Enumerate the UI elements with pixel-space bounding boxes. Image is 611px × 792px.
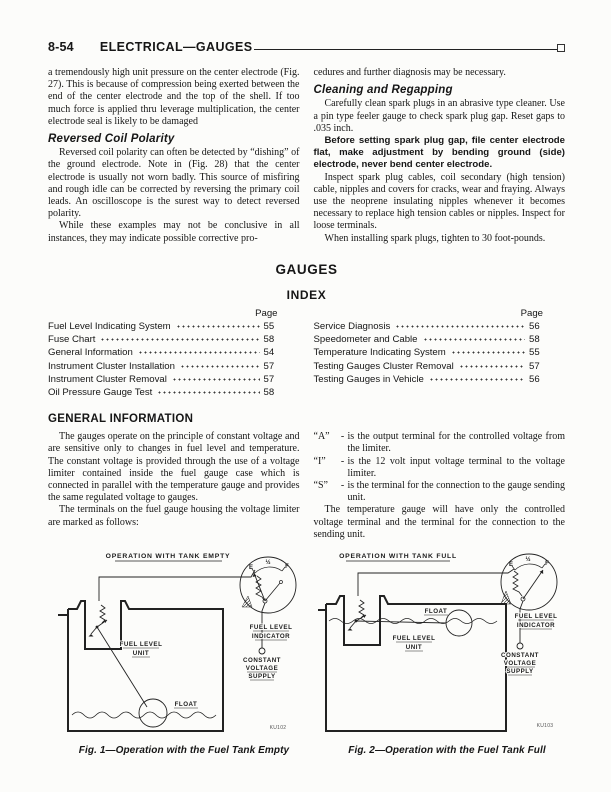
index-entry-page: 57 — [263, 373, 275, 385]
index-entry-label: Fuel Level Indicating System — [48, 321, 171, 333]
gauge-arc — [255, 567, 282, 573]
figure-code: KU103 — [536, 723, 554, 730]
index-right-column — [314, 308, 566, 399]
index-entry-label: Instrument Cluster Installation — [48, 360, 175, 372]
index-entry-page: 56 — [529, 373, 540, 385]
index-entry-page: 58 — [263, 387, 275, 399]
dot-leader — [429, 373, 525, 382]
general-information-section — [48, 431, 565, 541]
index-entry-page: 55 — [529, 347, 540, 359]
constant-voltage-supply-label: VOLTAGE — [245, 665, 279, 673]
fuel-level-unit-label: UNIT — [405, 644, 423, 652]
figure-2-tank-full — [318, 549, 576, 756]
page-column-header: Page — [520, 307, 543, 319]
float-label: FLOAT — [424, 608, 448, 616]
gauge-arm-right — [265, 583, 280, 601]
index-entry-page: 58 — [529, 334, 540, 346]
heading-cleaning-and-regapping: Cleaning and Regapping — [313, 84, 453, 97]
dot-leader — [459, 360, 525, 369]
gauge-arc — [515, 564, 542, 570]
index-entry — [314, 360, 566, 373]
dot-leader — [395, 320, 525, 329]
index-entry-label: General Information — [48, 347, 133, 359]
figure-code: KU102 — [269, 725, 287, 732]
gi-left-column — [48, 431, 300, 541]
dot-leader — [451, 346, 525, 355]
figure-title: OPERATION WITH TANK FULL — [339, 553, 457, 561]
dot-leader — [138, 346, 260, 355]
index-entry-label: Testing Gauges in Vehicle — [313, 373, 424, 385]
page-number: 8-54 — [48, 40, 74, 54]
page-column-header: Page — [255, 307, 278, 319]
dot-leader — [423, 333, 525, 342]
index-entry-label: Oil Pressure Gauge Test — [48, 387, 153, 399]
terminal-dash: - — [340, 455, 345, 467]
paragraph: The temperature gauge will have only the controlled voltage terminal and the terminal for the connection to the sending unit. — [313, 504, 565, 540]
ground-icon — [89, 634, 94, 637]
paragraph: a tremendously high unit pressure on the center electrode (Fig. 27). This is because of compression being exerted between the end of the center electrode and the top of the shell. If too much force is applied thru leverage multiplication, the center electrode seal is likely to be damaged — [48, 67, 300, 127]
wire-unit-to-gauge — [358, 569, 514, 596]
page-title: ELECTRICAL—GAUGES — [99, 40, 253, 54]
terminal-letter: “S” — [313, 480, 328, 492]
index-entry-page: 54 — [263, 347, 275, 359]
paragraph: cedures and further diagnosis may be necessary. — [313, 67, 506, 78]
figure-2-diagram — [318, 549, 576, 737]
index-title: INDEX — [286, 287, 327, 302]
heading-general-information: GENERAL INFORMATION — [48, 413, 194, 426]
constant-voltage-supply-label: VOLTAGE — [503, 660, 537, 668]
index-entry-label: Speedometer and Cable — [313, 334, 418, 346]
index-entry — [314, 346, 566, 359]
page-header — [48, 40, 565, 54]
gauge-half-label: ½ — [265, 560, 271, 567]
index-entry — [314, 373, 566, 386]
gauge-terminal-dot — [280, 581, 283, 584]
index-entry — [48, 360, 300, 373]
index-entry-page: 57 — [263, 360, 275, 372]
figure-1-diagram — [55, 549, 313, 737]
bold-note-paragraph: Before setting spark plug gap, file center electrode flat, make adjustment by bending ground (side) electrode, never bend center electrode. — [313, 135, 565, 171]
terminal-definition — [314, 456, 566, 480]
figures-row — [0, 549, 611, 756]
index-entry-label: Service Diagnosis — [313, 321, 391, 333]
wire-unit-to-gauge — [99, 570, 255, 601]
rheostat-coil — [359, 600, 364, 618]
dot-leader — [176, 320, 260, 329]
terminal-letter: “I” — [313, 455, 326, 467]
constant-voltage-supply-label: CONSTANT — [501, 652, 539, 660]
index-entry — [48, 320, 300, 333]
gauge-hatch-wedge — [501, 591, 511, 604]
fuel-level-indicator-label: INDICATOR — [516, 622, 556, 630]
index-left-column — [48, 308, 300, 399]
fuel-level-unit-label: UNIT — [132, 650, 150, 658]
index-entry-page: 57 — [529, 360, 540, 372]
index-entry-label: Testing Gauges Cluster Removal — [313, 360, 454, 372]
terminal-description: is the output terminal for the controlled voltage from the limiter. — [347, 431, 565, 455]
top-left-column — [48, 67, 300, 245]
terminal-dash: - — [340, 431, 345, 443]
paragraph: Inspect spark plug cables, coil secondary (high tension) cable, nipples and covers for cracks, wear and fraying. Always use the neoprene insulating nipples whenever it becomes necessary to replace high tension cables or nipples. Inspect for loose terminals. — [313, 171, 565, 232]
index-entry — [314, 320, 566, 333]
section-title-gauges: GAUGES — [275, 261, 338, 277]
figure-title: OPERATION WITH TANK EMPTY — [105, 553, 231, 561]
constant-voltage-supply-label: SUPPLY — [506, 668, 534, 676]
index-entry-label: Temperature Indicating System — [313, 347, 446, 359]
index-entry-page: 56 — [529, 321, 540, 333]
paragraph: When installing spark plugs, tighten to 30 foot-pounds. — [324, 232, 546, 244]
index-entry-page: 55 — [263, 321, 275, 333]
index-entry-page: 58 — [263, 334, 275, 346]
top-right-column — [314, 67, 566, 245]
gauge-needle — [254, 573, 265, 601]
paragraph: The terminals on the fuel gauge housing the voltage limiter are marked as follows: — [48, 504, 300, 528]
fuel-tank-outline — [318, 596, 506, 731]
ground-icon — [348, 628, 353, 631]
supply-terminal-circle — [517, 643, 523, 649]
constant-voltage-supply-label: SUPPLY — [248, 673, 276, 681]
index-entry — [48, 373, 300, 386]
fuel-level-indicator-label: FUEL LEVEL — [514, 613, 558, 621]
gi-right-column — [314, 431, 566, 541]
top-section — [48, 67, 565, 245]
paragraph: While these examples may not be conclusive in all instances, they may indicate possible corrective pro- — [48, 220, 300, 244]
figure-1-caption: Fig. 1—Operation with the Fuel Tank Empty — [78, 745, 290, 757]
fuel-level-wave — [72, 712, 216, 718]
figure-2-caption: Fig. 2—Operation with the Fuel Tank Full — [348, 745, 546, 757]
fuel-level-unit-label: FUEL LEVEL — [119, 641, 163, 649]
terminal-description: is the terminal for the connection to the gauge sending unit. — [347, 480, 565, 504]
figure-1-tank-empty — [55, 549, 313, 756]
rheostat-coil — [100, 605, 105, 623]
gauge-e-label: E — [508, 562, 514, 569]
paragraph: Carefully clean spark plugs in an abrasive type cleaner. Use a pin type feeler gauge to check spark plug gap. Reset gaps to .035 inch. — [313, 98, 565, 134]
index-entry — [48, 333, 300, 346]
terminal-definition — [314, 480, 566, 504]
index-entry — [314, 333, 566, 346]
index-entry — [48, 346, 300, 359]
heading-reversed-coil-polarity: Reversed Coil Polarity — [48, 133, 175, 146]
fuel-level-indicator-label: FUEL LEVEL — [249, 624, 293, 632]
ground-lead — [91, 627, 97, 634]
gauge-coil — [513, 571, 522, 596]
fuel-level-unit-label: FUEL LEVEL — [392, 635, 436, 643]
terminal-definition — [314, 431, 566, 455]
dot-leader — [157, 386, 259, 395]
header-rule — [254, 49, 557, 50]
fuel-level-indicator-label: INDICATOR — [251, 633, 291, 641]
index-table — [48, 308, 565, 399]
dot-leader — [172, 373, 260, 382]
index-entry — [48, 386, 300, 399]
gauge-e-label: E — [248, 565, 254, 572]
index-entry-label: Fuse Chart — [48, 334, 96, 346]
terminal-letter: “A” — [313, 431, 330, 443]
gauge-half-label: ½ — [525, 557, 531, 564]
terminal-dash: - — [340, 480, 345, 492]
header-square-icon — [557, 44, 565, 52]
gauge-needle — [523, 570, 543, 599]
index-entry-label: Instrument Cluster Removal — [48, 373, 167, 385]
gauge-f-label: F — [285, 564, 289, 571]
gauge-f-label: F — [545, 561, 549, 568]
supply-terminal-circle — [259, 648, 265, 654]
dot-leader — [180, 360, 260, 369]
dot-leader — [100, 333, 259, 342]
float-label: FLOAT — [174, 701, 198, 709]
terminal-description: is the 12 volt input voltage terminal to the voltage limiter. — [347, 455, 565, 479]
constant-voltage-supply-label: CONSTANT — [243, 657, 281, 665]
paragraph: Reversed coil polarity can often be detected by “dishing” of the ground electrode. Note in (Fig. 28) that the center electrode is usually not worn badly. This source of misfiring and rough idle can be corrected by reversing the primary coil leads. An oscilloscope is the surest way to detect reversed polarity. — [48, 147, 300, 220]
paragraph: The gauges operate on the principle of constant voltage and are sensitive only to changes in fuel level and temperature. The constant voltage is provided through the use of a voltage limiter contained inside the fuel gauge case which is connected in parallel with the temperature gauge and provides the same regulated voltage to gauges. — [48, 431, 300, 504]
fuel-tank-outline — [58, 601, 223, 731]
